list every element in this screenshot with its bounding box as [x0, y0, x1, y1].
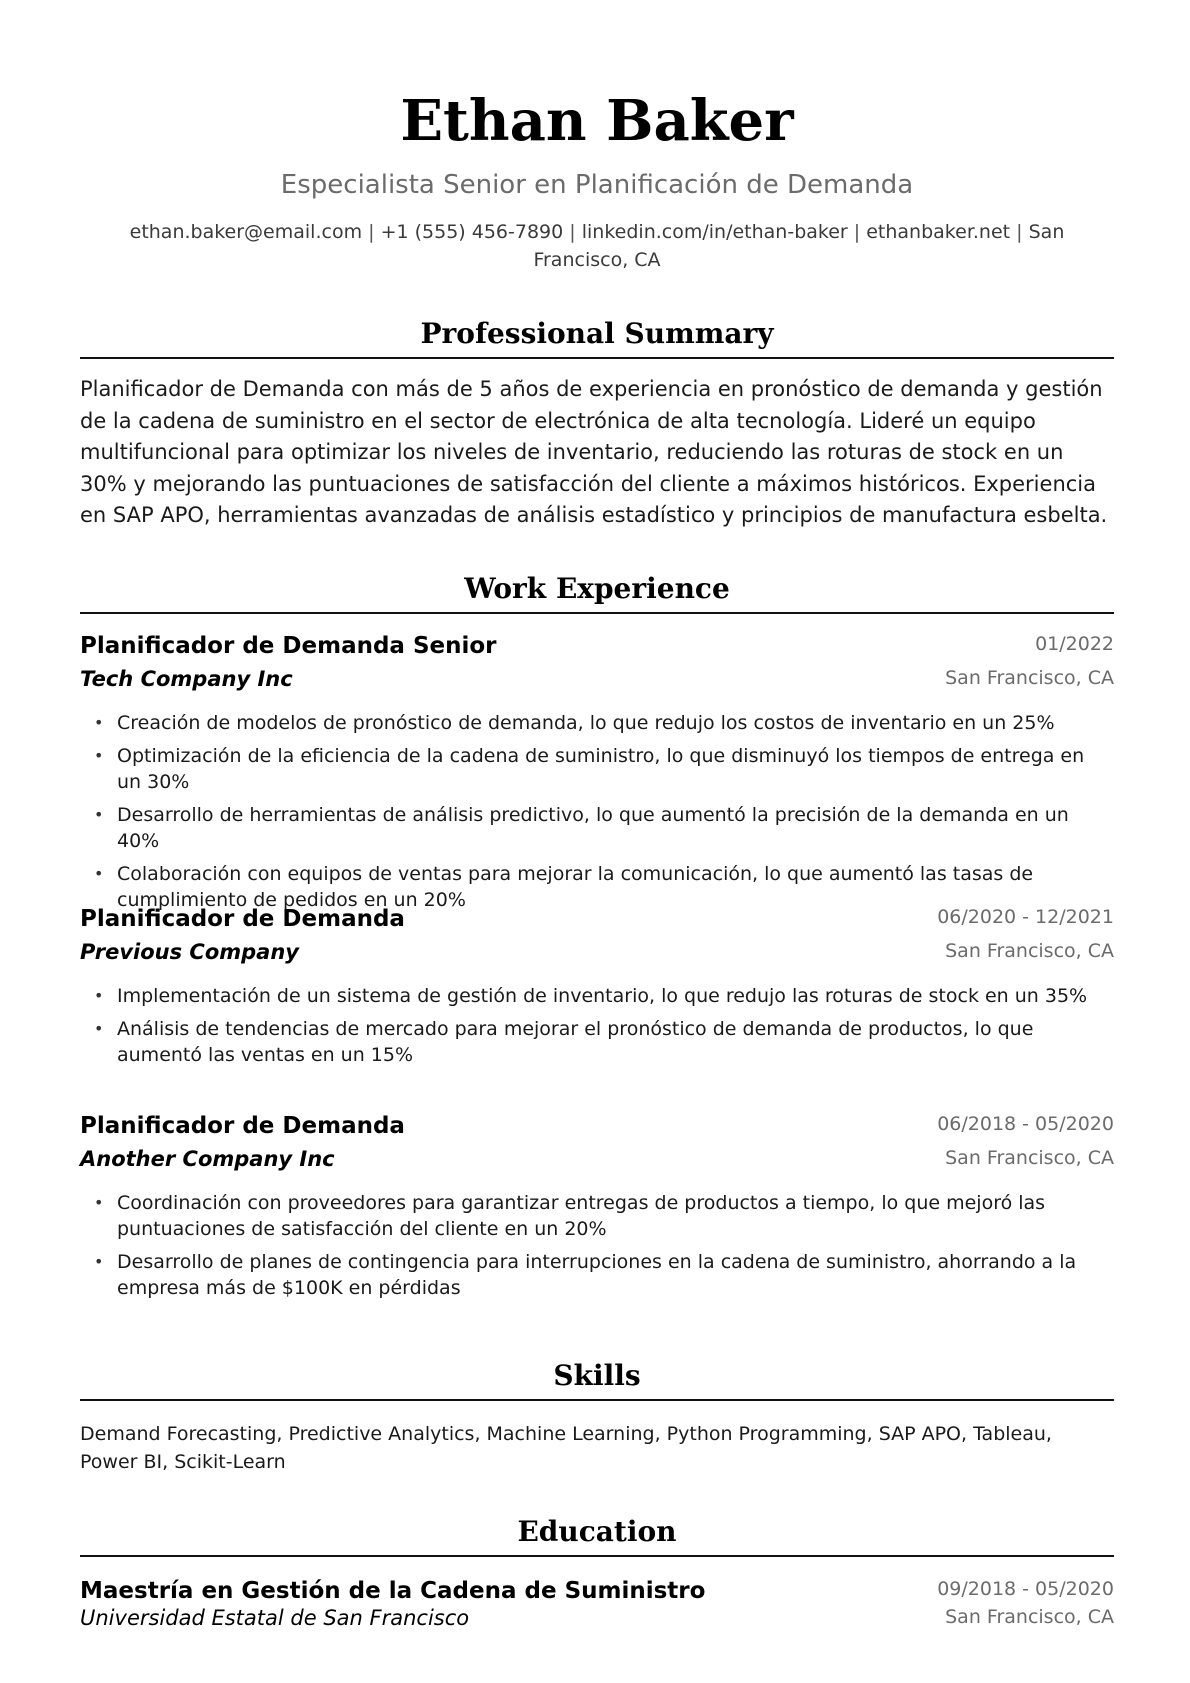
summary-text: Planificador de Demanda con más de 5 años de experiencia en pronóstico de demanda y gestión de la cadena de suministro en el sector de electrónica de alta tecnología. Lideré un equipo multifuncional para optimizar los niveles de inventario, reduciendo las roturas de stock en un 30% y mejorando las puntuaciones de satisfacción del cliente a máximos históricos. Experiencia en SAP APO, herramientas avanzadas de análisis estadístico y principios de manufactura esbelta. [80, 377, 1108, 527]
degree-title: Maestría en Gestión de la Cadena de Suministro [80, 1578, 706, 1604]
company-name: Tech Company Inc [80, 667, 293, 691]
job-date: 06/2020 - 12/2021 [937, 906, 1114, 928]
contact-line [80, 218, 1114, 274]
contact-separator: | [368, 221, 375, 243]
school-name: Universidad Estatal de San Francisco [80, 1606, 470, 1630]
skills-text: Demand Forecasting, Predictive Analytics, Machine Learning, Python Programming, SAP APO, Tableau, Power BI, Scikit-Learn [80, 1423, 1052, 1473]
job-header [80, 1110, 1114, 1144]
job-bullet: • Análisis de tendencias de mercado para mejorar el pronóstico de demanda de productos, lo que aumentó las ventas en un 15% [80, 1016, 1114, 1068]
job-bullets [80, 710, 1114, 920]
job-bullet: • Creación de modelos de pronóstico de demanda, lo que redujo los costos de inventario en un 25% [80, 710, 1114, 736]
education-date: 09/2018 - 05/2020 [937, 1578, 1114, 1600]
education-header [80, 1575, 1114, 1605]
job-bullet: • Implementación de un sistema de gestión de inventario, lo que redujo las roturas de stock en un 35% [80, 983, 1114, 1009]
summary-divider [80, 357, 1114, 359]
company-name: Previous Company [80, 940, 299, 964]
summary-section-title: Professional Summary [420, 317, 774, 350]
education-location: San Francisco, CA [945, 1606, 1114, 1628]
job-subheader [80, 1144, 1114, 1178]
skills-divider [80, 1399, 1114, 1401]
job-bullets [80, 1190, 1114, 1308]
job-bullet: • Optimización de la eficiencia de la cadena de suministro, lo que disminuyó los tiempos de entrega en un 30% [80, 743, 1114, 795]
contact-separator: | [569, 221, 576, 243]
job-subheader [80, 664, 1114, 698]
job-bullets [80, 983, 1114, 1075]
job-bullet: • Desarrollo de herramientas de análisis predictivo, lo que aumentó la precisión de la demanda en un 40% [80, 802, 1114, 854]
job-date: 01/2022 [1035, 633, 1114, 655]
contact-location: San Francisco, CA [533, 221, 1065, 271]
company-name: Another Company Inc [80, 1147, 335, 1171]
candidate-name: Ethan Baker [400, 88, 794, 154]
contact-separator: | [1016, 221, 1023, 243]
job-entry [80, 630, 1114, 911]
job-subheader [80, 937, 1114, 971]
job-location: San Francisco, CA [945, 940, 1114, 962]
job-location: San Francisco, CA [945, 1147, 1114, 1169]
job-header [80, 630, 1114, 664]
job-title: Planificador de Demanda [80, 1113, 405, 1139]
education-section-title: Education [517, 1515, 677, 1548]
education-subheader [80, 1603, 1114, 1633]
job-bullet: • Desarrollo de planes de contingencia para interrupciones en la cadena de suministro, ahorrando a la empresa más de $100K en pérdidas [80, 1249, 1114, 1301]
job-date: 06/2018 - 05/2020 [937, 1113, 1114, 1135]
experience-section-title: Work Experience [464, 572, 730, 605]
skills-section-title: Skills [553, 1359, 641, 1392]
experience-divider [80, 612, 1114, 614]
job-title: Planificador de Demanda [80, 906, 405, 932]
job-entry [80, 903, 1114, 1066]
contact-separator: | [853, 221, 861, 243]
job-bullet: • Colaboración con equipos de ventas para mejorar la comunicación, lo que aumentó las tasas de cumplimiento de pedidos en un 20% [80, 861, 1114, 913]
contact-phone[interactable]: +1 (555) 456-7890 [380, 221, 564, 243]
contact-website[interactable]: ethanbaker.net [866, 221, 1011, 243]
job-title: Planificador de Demanda Senior [80, 633, 497, 659]
contact-email[interactable]: ethan.baker@email.com [129, 221, 363, 243]
job-header [80, 903, 1114, 937]
job-bullet: • Coordinación con proveedores para garantizar entregas de productos a tiempo, lo que mejoró las puntuaciones de satisfacción del cliente en un 20% [80, 1190, 1114, 1242]
job-entry [80, 1110, 1114, 1299]
education-divider [80, 1555, 1114, 1557]
contact-linkedin[interactable]: linkedin.com/in/ethan-baker [581, 221, 848, 243]
candidate-role: Especialista Senior en Planificación de Demanda [280, 170, 914, 200]
job-location: San Francisco, CA [945, 667, 1114, 689]
